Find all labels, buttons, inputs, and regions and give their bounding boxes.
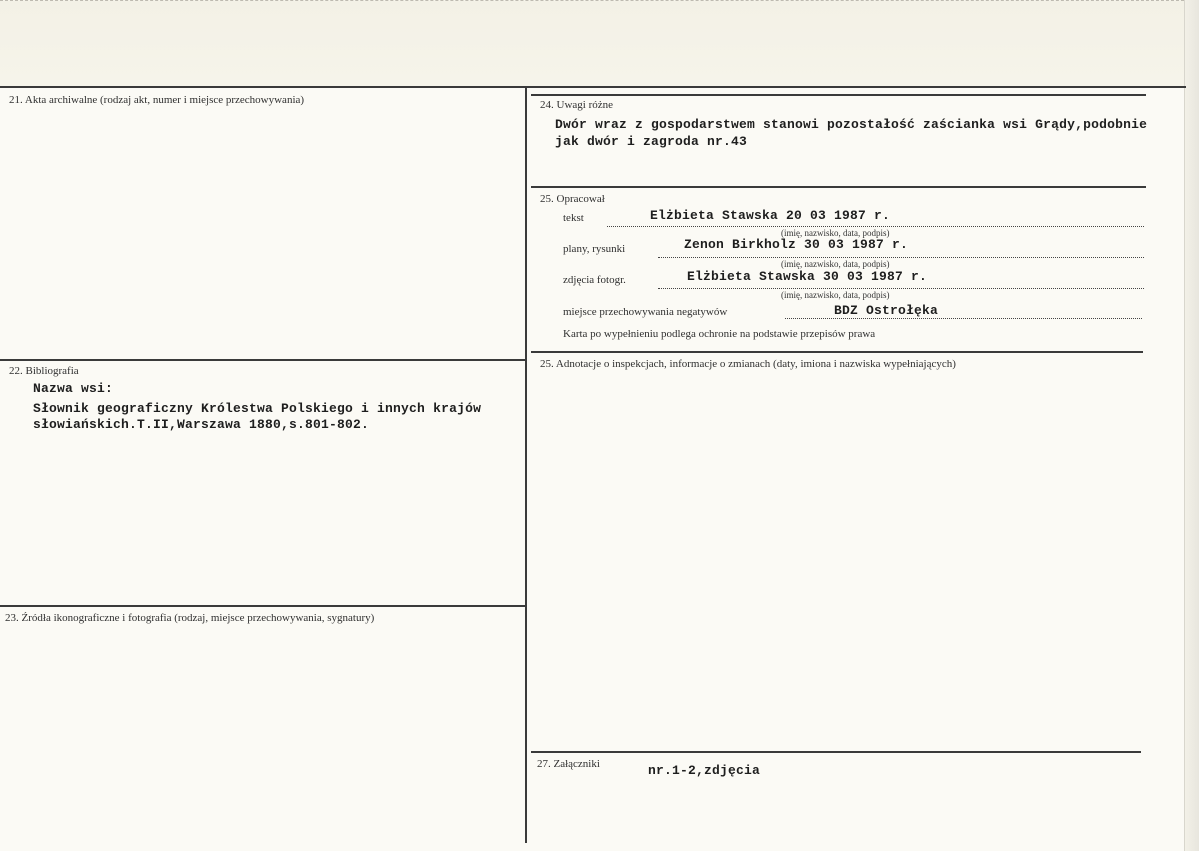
zdjecia-value: Elżbieta Stawska 30 03 1987 r. [687, 269, 928, 284]
rule-s26 [531, 351, 1143, 353]
card-right-edge [1184, 0, 1199, 851]
bibliography-line: słowiańskich.T.II,Warszawa 1880,s.801-802. [33, 417, 370, 432]
section-21-label: 21. Akta archiwalne (rodzaj akt, numer i miejsce przechowywania) [9, 94, 305, 106]
plany-hint: (imię, nazwisko, data, podpis) [781, 259, 890, 269]
remarks-line: Dwór wraz z gospodarstwem stanowi pozostałość zaścianka wsi Grądy,podobnie [555, 117, 1148, 132]
vertical-divider [525, 87, 527, 843]
rule-s24 [531, 94, 1146, 96]
rule-s23 [0, 605, 526, 607]
zdjecia-label: zdjęcia fotogr. [563, 274, 626, 286]
section-25-label: 25. Opracował [540, 193, 605, 205]
negatywy-value: BDZ Ostrołęka [834, 303, 939, 318]
bibliography-line: Nazwa wsi: [33, 381, 114, 396]
tekst-dotted-line [607, 226, 1144, 227]
negatywy-label: miejsce przechowywania negatywów [563, 306, 728, 318]
section-26-label: 25. Adnotacje o inspekcjach, informacje o zmianach (daty, imiona i nazwiska wypełniających) [540, 358, 956, 370]
plany-value: Zenon Birkholz 30 03 1987 r. [684, 237, 909, 252]
card-top-band [0, 0, 1199, 87]
section-24-label: 24. Uwagi różne [540, 99, 614, 111]
section-23-label: 23. Źródła ikonograficzne i fotografia (rodzaj, miejsce przechowywania, sygnatury) [5, 612, 375, 624]
section-22-label: 22. Bibliografia [9, 365, 79, 377]
top-rule [0, 86, 1186, 88]
bibliography-line: Słownik geograficzny Królestwa Polskiego i innych krajów [33, 401, 482, 416]
rule-s27 [531, 751, 1141, 753]
plany-label: plany, rysunki [563, 243, 626, 255]
section-27-label: 27. Załączniki [537, 758, 600, 770]
attachments-value: nr.1-2,zdjęcia [648, 763, 761, 778]
rule-s22 [0, 359, 526, 361]
rule-s25 [531, 186, 1146, 188]
tekst-label: tekst [563, 212, 584, 224]
zdjecia-hint: (imię, nazwisko, data, podpis) [781, 290, 890, 300]
tekst-value: Elżbieta Stawska 20 03 1987 r. [650, 208, 891, 223]
remarks-line: jak dwór i zagroda nr.43 [555, 134, 748, 149]
plany-dotted-line [658, 257, 1144, 258]
tekst-hint: (imię, nazwisko, data, podpis) [781, 228, 890, 238]
protection-note: Karta po wypełnieniu podlega ochronie na podstawie przepisów prawa [563, 328, 876, 340]
zdjecia-dotted-line [658, 288, 1144, 289]
